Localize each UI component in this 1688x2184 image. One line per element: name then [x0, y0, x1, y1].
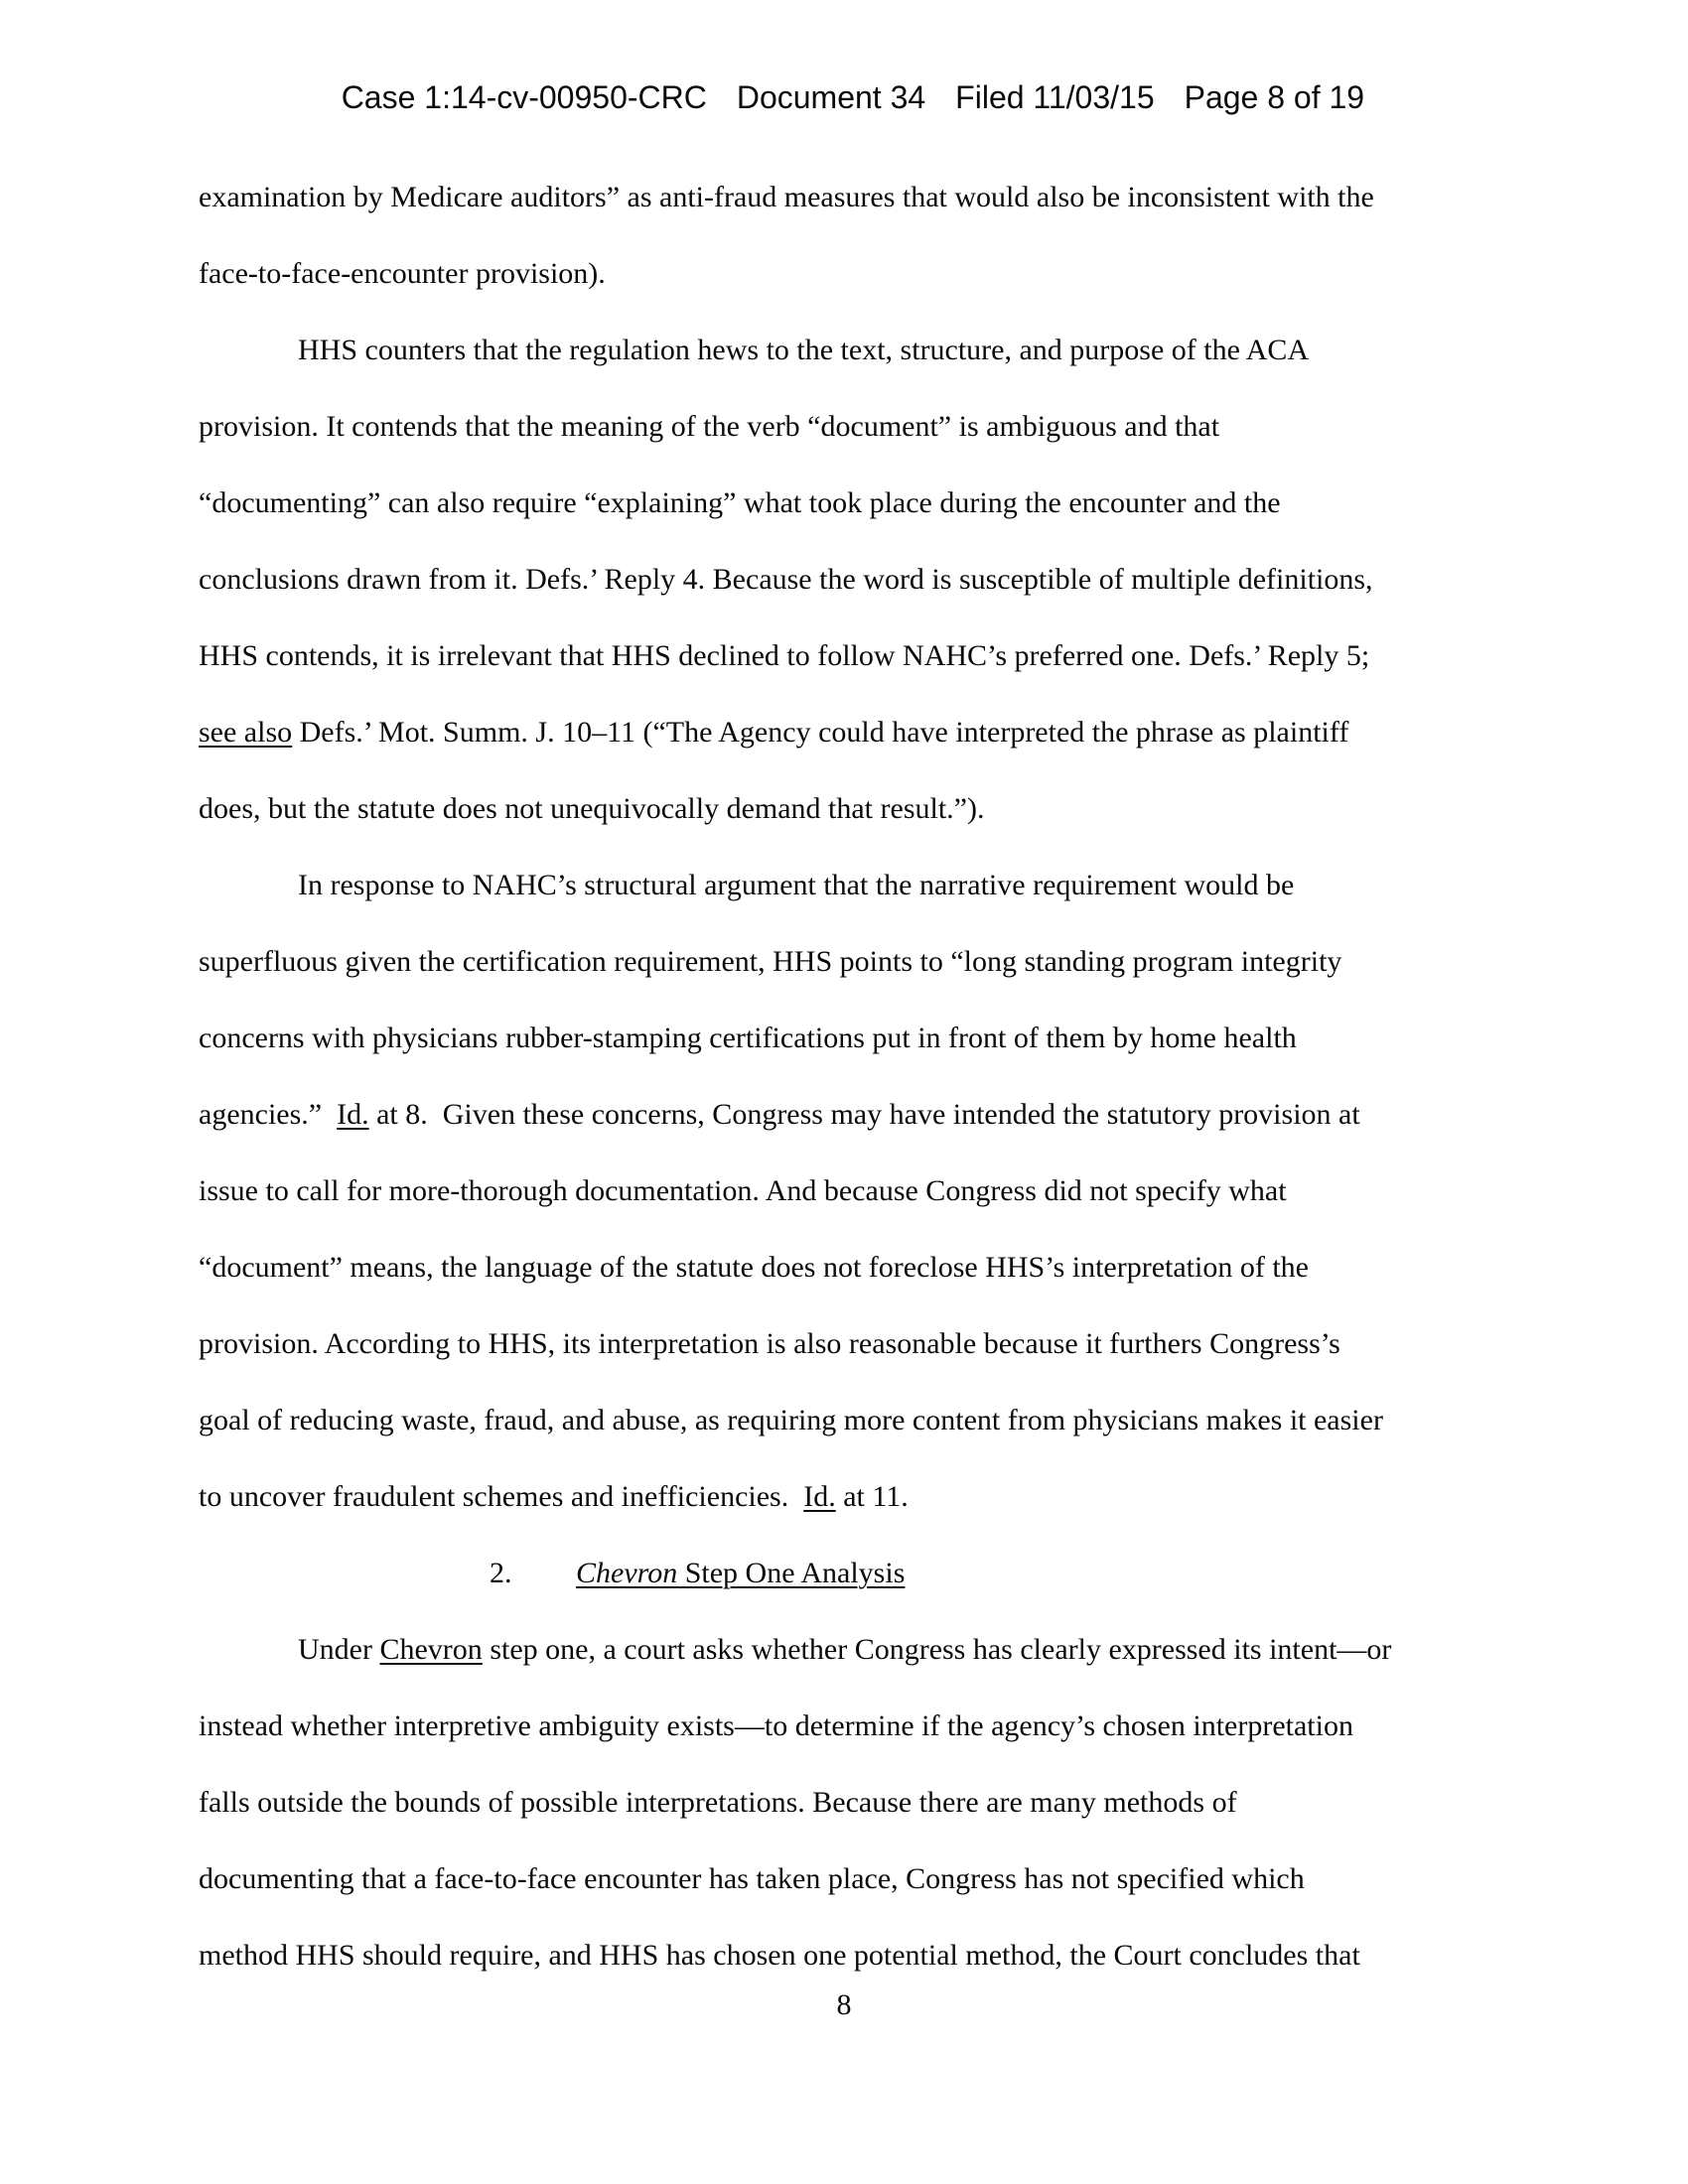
text-line: In response to NAHC’s structural argument that the narrative requirement would be	[298, 869, 1295, 901]
text-segment: at 8. Given these concerns, Congress may have intended the statutory provision at	[368, 1098, 1360, 1131]
text-segment: step one, a court asks whether Congress has clearly expressed its intent—or	[482, 1633, 1392, 1666]
text-segment: Under	[298, 1633, 380, 1666]
text-segment: agencies.”	[199, 1098, 338, 1131]
text-line: provision. According to HHS, its interpretation is also reasonable because it furthers Congress’s	[199, 1327, 1340, 1360]
text-line: “document” means, the language of the statute does not foreclose HHS’s interpretation of the	[199, 1251, 1309, 1284]
text-line	[199, 1076, 1529, 1153]
text-line: superfluous given the certification requirement, HHS points to “long standing program integrity	[199, 945, 1342, 978]
text-line: face-to-face-encounter provision).	[199, 257, 606, 290]
filed-date: Filed 11/03/15	[955, 79, 1155, 115]
text-line: examination by Medicare auditors” as anti-fraud measures that would also be inconsistent with the	[199, 181, 1374, 213]
text-line: method HHS should require, and HHS has chosen one potential method, the Court concludes that	[199, 1939, 1360, 1972]
citation-id: Id.	[803, 1480, 836, 1513]
case-number: Case 1:14-cv-00950-CRC	[341, 79, 707, 115]
text-segment: at 11.	[835, 1480, 909, 1513]
section-title	[576, 1535, 905, 1611]
text-line: issue to call for more-thorough documentation. And because Congress did not specify what	[199, 1174, 1287, 1207]
paragraph-structural-argument	[199, 847, 1529, 1535]
text-line	[199, 694, 1529, 770]
page-of-total: Page 8 of 19	[1184, 79, 1365, 115]
text-line	[199, 1458, 1529, 1535]
section-heading	[199, 1535, 1529, 1611]
paragraph-hhs-counters	[199, 312, 1529, 847]
text-segment: Defs.’ Mot. Summ. J. 10–11 (“The Agency could have interpreted the phrase as plaintiff	[292, 716, 1349, 749]
paragraph-continuation	[199, 159, 1529, 312]
text-line: documenting that a face-to-face encounter has taken place, Congress has not specified which	[199, 1862, 1305, 1895]
case-name-citation: Chevron	[379, 1633, 483, 1666]
page-number: 8	[836, 1988, 852, 2021]
text-line: “documenting” can also require “explaining” what took place during the encounter and the	[199, 486, 1281, 519]
text-line: HHS counters that the regulation hews to the text, structure, and purpose of the ACA	[298, 334, 1310, 366]
case-name: Chevron	[576, 1557, 678, 1589]
text-line: instead whether interpretive ambiguity exists—to determine if the agency’s chosen interpretation	[199, 1709, 1353, 1742]
section-number: 2.	[490, 1557, 512, 1589]
text-line: conclusions drawn from it. Defs.’ Reply 4. Because the word is susceptible of multiple definitions,	[199, 563, 1373, 596]
citation-signal: see also	[199, 716, 293, 749]
text-line: concerns with physicians rubber-stamping certifications put in front of them by home health	[199, 1022, 1297, 1054]
text-line: provision. It contends that the meaning of the verb “document” is ambiguous and that	[199, 410, 1220, 443]
paragraph-chevron-step-one	[199, 1611, 1529, 1993]
text-line: HHS contends, it is irrelevant that HHS declined to follow NAHC’s preferred one. Defs.’ Reply 5;	[199, 639, 1370, 672]
text-segment: to uncover fraudulent schemes and inefficiencies.	[199, 1480, 804, 1513]
text-line: falls outside the bounds of possible interpretations. Because there are many methods of	[199, 1786, 1237, 1819]
court-filing-header	[0, 38, 1688, 117]
document-number: Document 34	[736, 79, 926, 115]
text-line	[199, 1611, 1529, 1688]
text-line: goal of reducing waste, fraud, and abuse, as requiring more content from physicians makes it easier	[199, 1404, 1383, 1436]
text-segment: Step One Analysis	[677, 1557, 906, 1589]
document-body	[199, 159, 1529, 1993]
citation-id: Id.	[337, 1098, 369, 1131]
text-line: does, but the statute does not unequivocally demand that result.”).	[199, 792, 985, 825]
